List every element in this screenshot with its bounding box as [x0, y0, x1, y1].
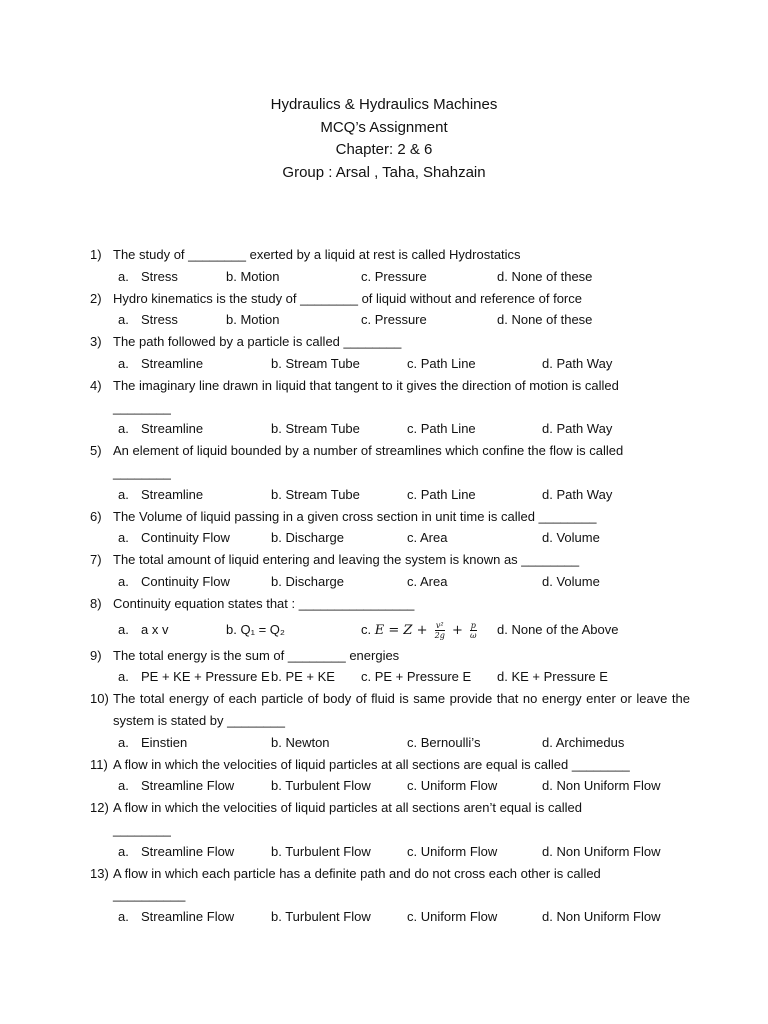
- option-a-label: a.: [118, 843, 129, 859]
- option-c: c. Area: [407, 573, 448, 589]
- option-a: Streamline: [141, 421, 204, 437]
- option-b: b. Discharge: [271, 573, 344, 589]
- question-number: 3): [90, 334, 102, 350]
- option-a: Streamline Flow: [141, 843, 235, 859]
- option-c: c. Uniform Flow: [407, 909, 498, 925]
- option-b: b. Newton: [271, 734, 330, 750]
- option-a-label: a.: [118, 421, 129, 437]
- answer-blank: __________: [113, 887, 186, 903]
- question-number: 7): [90, 552, 102, 568]
- options-row: [90, 775, 690, 797]
- option-b: b. Turbulent Flow: [271, 909, 371, 925]
- formula-equals: =: [384, 622, 404, 638]
- group-line: Group : Arsal , Taha, Shahzain: [282, 163, 486, 181]
- velocity-head-fraction: [434, 621, 446, 640]
- pressure-head-fraction: [469, 621, 478, 640]
- option-d: d. Volume: [542, 573, 600, 589]
- option-a-label: a.: [118, 621, 129, 637]
- option-a-label: a.: [118, 909, 129, 925]
- options-row: [90, 353, 690, 375]
- option-a: PE + KE + Pressure E: [141, 669, 270, 685]
- question-number: 6): [90, 508, 102, 524]
- option-a-label: a.: [118, 355, 129, 371]
- formula-plus: +: [412, 622, 432, 638]
- question-number: 11): [90, 756, 108, 772]
- question-text: Continuity equation states that : ________________: [113, 595, 415, 611]
- formula-e: E: [374, 622, 385, 638]
- option-b: b. Stream Tube: [271, 355, 360, 371]
- question-text: The total energy is the sum of ________ energies: [113, 647, 400, 663]
- options-row: [90, 484, 690, 506]
- option-a-label: a.: [118, 268, 129, 284]
- question-text: The Volume of liquid passing in a given cross section in unit time is called ________: [113, 508, 597, 524]
- question-13: [90, 863, 690, 928]
- option-b: b. Motion: [226, 312, 280, 328]
- option-b: b. Stream Tube: [271, 421, 360, 437]
- option-a: Stress: [141, 312, 178, 328]
- option-c-formula: [361, 615, 480, 646]
- option-d: d. Archimedus: [542, 734, 625, 750]
- question-4: [90, 375, 690, 440]
- option-b: b. Motion: [226, 268, 280, 284]
- option-d: d. Path Way: [542, 486, 613, 502]
- energy-equation: [375, 616, 480, 646]
- fraction-numerator: v²: [435, 621, 444, 631]
- option-d: d. Non Uniform Flow: [542, 778, 661, 794]
- option-c: c. Area: [407, 530, 448, 546]
- question-text: The imaginary line drawn in liquid that tangent to it gives the direction of motion is called: [113, 377, 619, 393]
- question-2: [90, 288, 690, 332]
- options-row: [90, 571, 690, 593]
- question-number: 8): [90, 595, 102, 611]
- option-a: Continuity Flow: [141, 530, 230, 546]
- options-row: [90, 666, 690, 688]
- fraction-numerator: p: [470, 621, 476, 631]
- option-b: b. Stream Tube: [271, 486, 360, 502]
- option-c: c. Bernoulli’s: [407, 734, 481, 750]
- question-text: The path followed by a particle is called ________: [113, 334, 402, 350]
- option-c: c. Pressure: [361, 312, 427, 328]
- option-c: c. Uniform Flow: [407, 843, 498, 859]
- question-number: 9): [90, 647, 102, 663]
- option-d: d. None of the Above: [497, 621, 619, 637]
- question-5: [90, 440, 690, 505]
- option-a-label: a.: [118, 312, 129, 328]
- option-a: Streamline: [141, 486, 204, 502]
- options-row: [90, 527, 690, 549]
- option-c: c. Path Line: [407, 355, 476, 371]
- option-b: b. Q₁ = Q₂: [226, 621, 285, 637]
- option-a-label: a.: [118, 734, 129, 750]
- question-number: 4): [90, 377, 102, 393]
- answer-blank: ________: [113, 821, 171, 837]
- question-text: The study of ________ exerted by a liquid at rest is called Hydrostatics: [113, 247, 521, 262]
- option-d: d. KE + Pressure E: [497, 669, 608, 685]
- option-a-label: a.: [118, 530, 129, 546]
- option-c: c. PE + Pressure E: [361, 669, 472, 685]
- question-10: [90, 688, 690, 753]
- options-row: [90, 732, 690, 754]
- answer-blank: ________: [113, 399, 171, 415]
- option-a: Stress: [141, 268, 178, 284]
- question-number: 1): [90, 247, 102, 262]
- option-a-label: a.: [118, 778, 129, 794]
- formula-z: Z: [403, 622, 413, 638]
- options-row: [90, 309, 690, 331]
- question-8: [90, 593, 690, 645]
- option-a-label: a.: [118, 669, 129, 685]
- options-row: [90, 906, 690, 928]
- option-c-prefix: c.: [361, 621, 372, 637]
- chapter-line: Chapter: 2 & 6: [335, 141, 433, 158]
- option-a: Streamline: [141, 355, 204, 371]
- question-9: [90, 645, 690, 689]
- question-number: 10): [90, 691, 109, 707]
- fraction-denominator: ω: [470, 631, 477, 641]
- option-b: b. Discharge: [271, 530, 344, 546]
- question-text: A flow in which the velocities of liquid particles at all sections aren’t equal is called: [113, 800, 582, 816]
- option-d: d. Non Uniform Flow: [542, 843, 661, 859]
- question-text: An element of liquid bounded by a number of streamlines which confine the flow is called: [113, 443, 624, 459]
- option-a: Streamline Flow: [141, 909, 235, 925]
- option-d: d. None of these: [497, 312, 593, 328]
- question-text: A flow in which each particle has a definite path and do not cross each other is called: [113, 865, 601, 881]
- option-b: b. Turbulent Flow: [271, 778, 371, 794]
- option-a-label: a.: [118, 573, 129, 589]
- answer-blank: ________: [113, 464, 171, 480]
- option-d: d. None of these: [497, 268, 593, 284]
- option-c: c. Pressure: [361, 268, 427, 284]
- course-title: Hydraulics & Hydraulics Machines: [270, 96, 498, 113]
- document-header: [0, 94, 768, 184]
- option-b: b. PE + KE: [271, 669, 335, 685]
- option-a: Continuity Flow: [141, 573, 230, 589]
- question-1: [90, 244, 690, 288]
- question-12: [90, 797, 690, 862]
- question-list: [90, 244, 690, 928]
- question-number: 5): [90, 443, 102, 459]
- assignment-title: MCQ’s Assignment: [320, 118, 448, 136]
- question-3: [90, 331, 690, 375]
- option-a-label: a.: [118, 486, 129, 502]
- question-11: [90, 754, 690, 798]
- options-row: [90, 266, 690, 288]
- options-row: [90, 418, 690, 440]
- option-d: d. Path Way: [542, 355, 613, 371]
- option-c: c. Path Line: [407, 421, 476, 437]
- option-a: a x v: [141, 621, 169, 637]
- option-a: Einstien: [141, 734, 188, 750]
- question-number: 2): [90, 290, 102, 306]
- options-row: [90, 615, 690, 645]
- question-number: 13): [90, 865, 109, 881]
- option-c: c. Uniform Flow: [407, 778, 498, 794]
- option-d: d. Path Way: [542, 421, 613, 437]
- question-7: [90, 549, 690, 593]
- question-text: The total amount of liquid entering and leaving the system is known as ________: [113, 552, 580, 568]
- option-d: d. Volume: [542, 530, 600, 546]
- option-b: b. Turbulent Flow: [271, 843, 371, 859]
- question-text: Hydro kinematics is the study of ________ of liquid without and reference of force: [113, 290, 582, 306]
- question-text: A flow in which the velocities of liquid particles at all sections are equal is called ________: [113, 756, 630, 772]
- options-row: [90, 841, 690, 863]
- question-text: The total energy of each particle of body of fluid is same provide that no energy enter or leave the system is stated by ________: [113, 691, 690, 728]
- question-number: 12): [90, 800, 109, 816]
- formula-plus: +: [447, 622, 468, 638]
- option-d: d. Non Uniform Flow: [542, 909, 661, 925]
- option-a: Streamline Flow: [141, 778, 235, 794]
- option-c: c. Path Line: [407, 486, 476, 502]
- question-6: [90, 506, 690, 550]
- fraction-denominator: 2g: [434, 631, 445, 641]
